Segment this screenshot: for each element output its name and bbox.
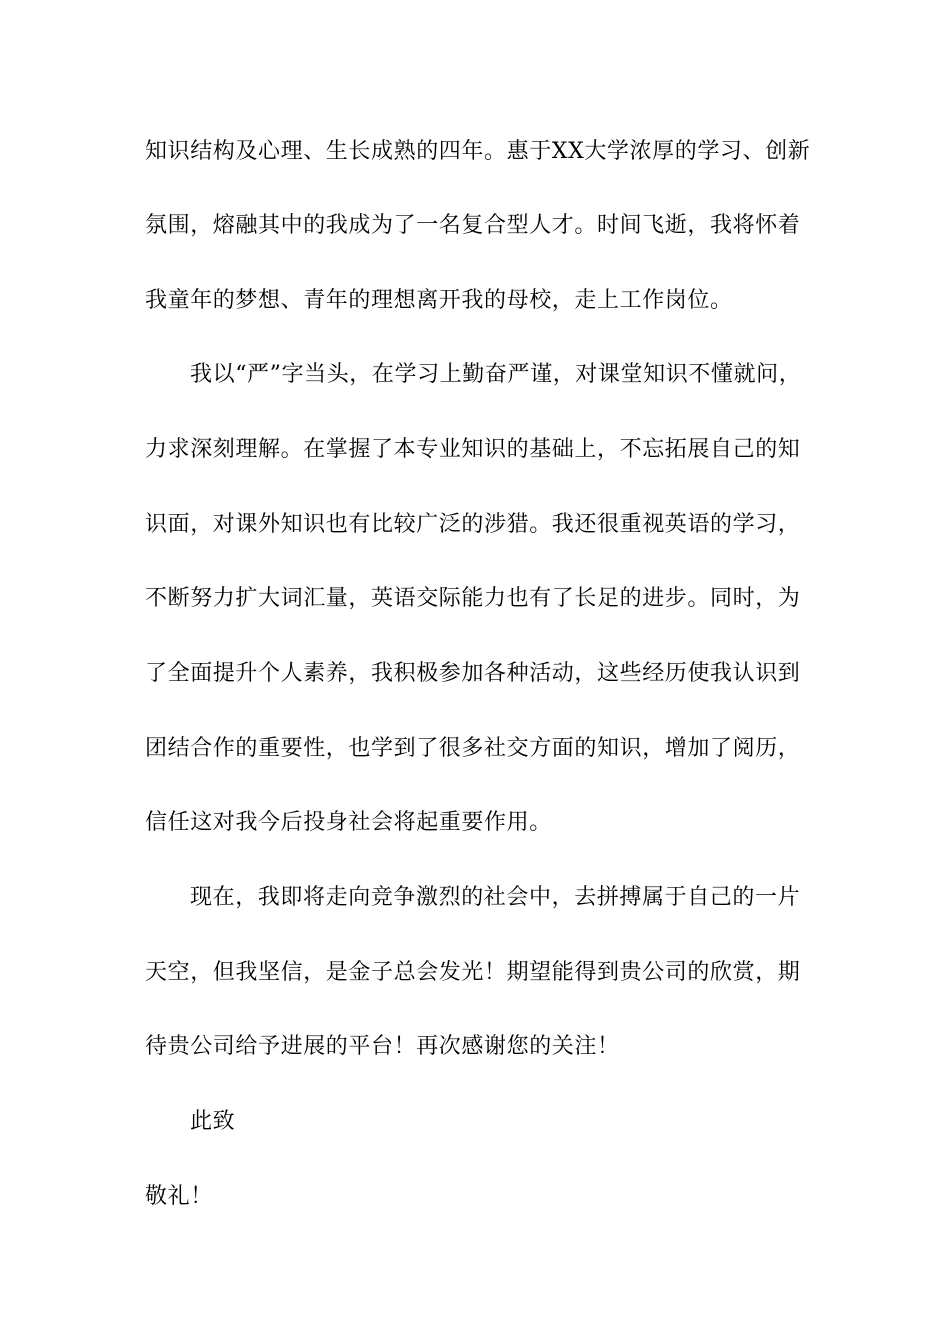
text-line-2: 氛围，熔融其中的我成为了一名复合型人才。时间飞逝，我将怀着 (145, 213, 801, 238)
text-line-7: 不断努力扩大词汇量，英语交际能力也有了长足的进步。同时，为 (145, 586, 801, 611)
text-line-4: 我以“严”字当头，在学习上勤奋严谨，对课堂知识不懂就问， (190, 362, 802, 387)
text-line-8: 了全面提升个人素养，我积极参加各种活动，这些经历使我认识到 (145, 661, 801, 686)
text-line-1: 知识结构及心理、生长成熟的四年。惠于XX大学浓厚的学习、创新 (145, 139, 811, 164)
closing-line: 敬礼！ (145, 1184, 213, 1209)
text-line-12: 天空，但我坚信，是金子总会发光！期望能得到贵公司的欣赏，期 (145, 960, 801, 985)
text-line-6: 识面，对课外知识也有比较广泛的涉猎。我还很重视英语的学习， (145, 512, 801, 537)
text-line-11: 现在，我即将走向竞争激烈的社会中，去拼搏属于自己的一片 (190, 885, 801, 910)
text-line-13: 待贵公司给予进展的平台！再次感谢您的关注！ (145, 1034, 620, 1059)
salutation-line: 此致 (190, 1109, 236, 1134)
text-line-9: 团结合作的重要性，也学到了很多社交方面的知识，增加了阅历， (145, 736, 801, 761)
text-line-3: 我童年的梦想、青年的理想离开我的母校，走上工作岗位。 (145, 288, 733, 313)
text-line-5: 力求深刻理解。在掌握了本专业知识的基础上，不忘拓展自己的知 (145, 437, 801, 462)
text-line-10: 信任这对我今后投身社会将起重要作用。 (145, 810, 552, 835)
